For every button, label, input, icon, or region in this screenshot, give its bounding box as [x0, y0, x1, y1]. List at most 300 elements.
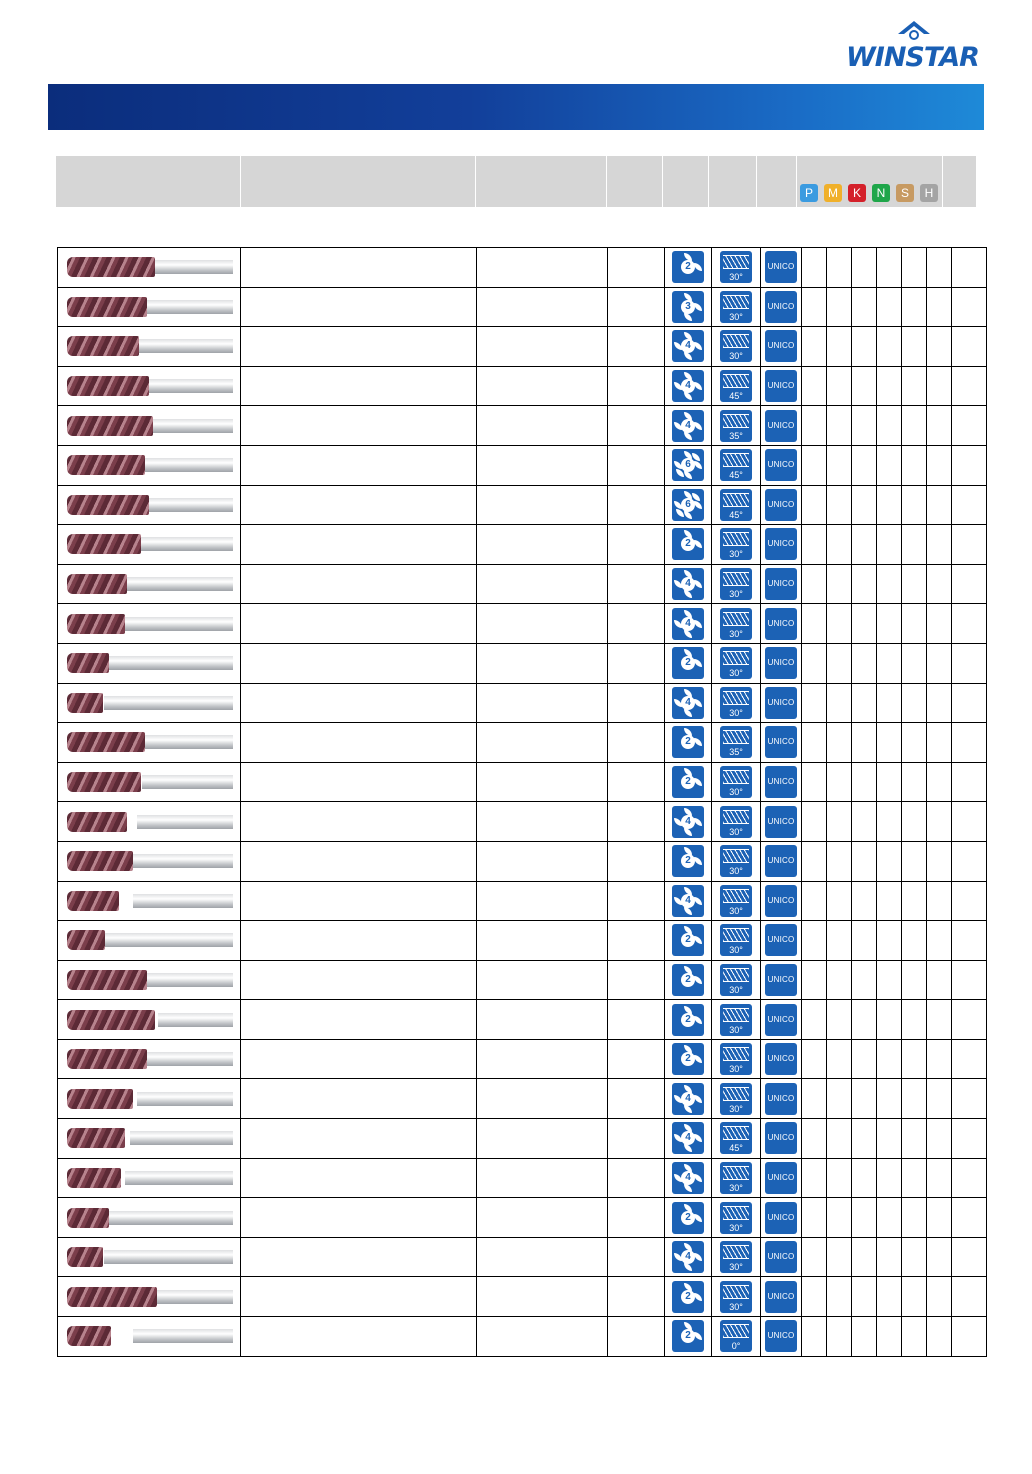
- tool-shank: [142, 379, 233, 393]
- helix-cell: [712, 1079, 761, 1119]
- flute-blade-shape: [684, 828, 692, 836]
- flute-cell: [665, 960, 712, 1000]
- tool-image-cell: [58, 406, 241, 446]
- helix-angle-value: 30°: [729, 589, 743, 600]
- flute-blade-shape: [694, 580, 702, 588]
- tool-shank: [133, 537, 233, 551]
- empty-cell: [477, 683, 608, 723]
- flute-count: 4: [681, 1092, 695, 1106]
- end-mill-image: [67, 811, 233, 833]
- empty-cell: [802, 1079, 827, 1119]
- helix-lines-icon: [723, 493, 749, 507]
- tool-image-cell: [58, 1119, 241, 1159]
- empty-cell: [477, 1079, 608, 1119]
- empty-cell: [802, 406, 827, 446]
- tool-flutes: [67, 693, 103, 713]
- flute-count-icon: [672, 410, 704, 442]
- helix-cell: [712, 881, 761, 921]
- empty-cell: [852, 1317, 877, 1357]
- tool-shank: [104, 933, 233, 947]
- empty-cell: [902, 1158, 927, 1198]
- end-mill-image: [67, 890, 233, 912]
- helix-lines-icon: [723, 889, 749, 903]
- empty-cell: [902, 1000, 927, 1040]
- empty-cell: [802, 1039, 827, 1079]
- empty-cell: [927, 1039, 952, 1079]
- empty-cell: [802, 1237, 827, 1277]
- empty-cell: [827, 445, 852, 485]
- coating-cell: [761, 723, 802, 763]
- end-mill-image: [67, 850, 233, 872]
- helix-angle-value: 30°: [729, 787, 743, 798]
- tool-flutes: [67, 297, 147, 317]
- tool-flutes: [67, 1089, 133, 1109]
- empty-cell: [241, 723, 477, 763]
- empty-cell: [952, 445, 987, 485]
- flute-cell: [665, 1039, 712, 1079]
- tool-image-cell: [58, 802, 241, 842]
- empty-cell: [608, 525, 665, 565]
- empty-cell: [902, 485, 927, 525]
- winstar-logo: [846, 20, 988, 72]
- end-mill-image: [67, 731, 233, 753]
- coating-badge: UNICO: [765, 1281, 797, 1313]
- empty-cell: [241, 366, 477, 406]
- coating-badge: UNICO: [765, 964, 797, 996]
- empty-cell: [802, 762, 827, 802]
- helix-lines-icon: [723, 1245, 749, 1259]
- helix-lines-icon: [723, 770, 749, 784]
- tool-image-cell: [58, 485, 241, 525]
- empty-cell: [952, 1000, 987, 1040]
- empty-cell: [827, 406, 852, 446]
- tool-shank: [117, 617, 233, 631]
- empty-cell: [827, 485, 852, 525]
- empty-cell: [608, 1158, 665, 1198]
- coating-cell: [761, 564, 802, 604]
- end-mill-image: [67, 692, 233, 714]
- empty-cell: [927, 841, 952, 881]
- helix-angle-value: 30°: [729, 905, 743, 916]
- empty-cell: [802, 1317, 827, 1357]
- tool-shank: [142, 775, 233, 789]
- coating-cell: [761, 406, 802, 446]
- flute-cell: [665, 1277, 712, 1317]
- end-mill-image: [67, 771, 233, 793]
- empty-cell: [902, 604, 927, 644]
- flute-count-icon: [672, 568, 704, 600]
- flute-count-icon: [672, 528, 704, 560]
- empty-cell: [877, 921, 902, 961]
- tool-image-cell: [58, 881, 241, 921]
- empty-cell: [927, 683, 952, 723]
- empty-cell: [927, 1198, 952, 1238]
- tool-shank: [142, 498, 233, 512]
- helix-lines-icon: [723, 1285, 749, 1299]
- empty-cell: [877, 445, 902, 485]
- helix-angle-value: 45°: [729, 1143, 743, 1154]
- tool-shank: [137, 815, 233, 829]
- table-row: [58, 1277, 987, 1317]
- empty-cell: [877, 1237, 902, 1277]
- empty-cell: [241, 841, 477, 881]
- product-table: [57, 247, 987, 1357]
- empty-cell: [241, 525, 477, 565]
- tool-flutes: [67, 1247, 103, 1267]
- flute-count: 4: [681, 1171, 695, 1185]
- iso-badge-p: P: [800, 184, 818, 202]
- flute-blade-shape: [684, 432, 692, 440]
- helix-angle-value: 30°: [729, 826, 743, 837]
- coating-badge: UNICO: [765, 568, 797, 600]
- helix-lines-icon: [723, 691, 749, 705]
- brand-name: WINSTAR: [846, 42, 979, 73]
- flute-blade-shape: [684, 471, 692, 479]
- empty-cell: [608, 564, 665, 604]
- flute-cell: [665, 1237, 712, 1277]
- flute-blade-shape: [694, 738, 702, 746]
- tool-flutes: [67, 1168, 121, 1188]
- flute-blade-shape: [684, 590, 692, 598]
- empty-cell: [927, 248, 952, 288]
- empty-cell: [852, 287, 877, 327]
- end-mill-image: [67, 1127, 233, 1149]
- coating-badge: UNICO: [765, 726, 797, 758]
- coating-cell: [761, 802, 802, 842]
- table-row: [58, 683, 987, 723]
- empty-cell: [952, 406, 987, 446]
- coating-cell: [761, 881, 802, 921]
- empty-cell: [927, 525, 952, 565]
- empty-cell: [927, 485, 952, 525]
- empty-cell: [927, 366, 952, 406]
- empty-cell: [852, 723, 877, 763]
- empty-cell: [902, 406, 927, 446]
- flute-blade-shape: [684, 1184, 692, 1192]
- empty-cell: [608, 445, 665, 485]
- empty-cell: [952, 1237, 987, 1277]
- table-row: [58, 1158, 987, 1198]
- empty-cell: [827, 1079, 852, 1119]
- flute-count-icon: [672, 1281, 704, 1313]
- table-row: [58, 881, 987, 921]
- flute-cell: [665, 841, 712, 881]
- tool-shank: [133, 894, 233, 908]
- flute-cell: [665, 604, 712, 644]
- empty-cell: [827, 762, 852, 802]
- empty-cell: [241, 802, 477, 842]
- flute-count-icon: [672, 924, 704, 956]
- empty-cell: [852, 406, 877, 446]
- empty-cell: [827, 802, 852, 842]
- coating-badge: UNICO: [765, 489, 797, 521]
- tool-shank: [133, 339, 233, 353]
- flute-count: 6: [681, 458, 695, 472]
- tool-image-cell: [58, 366, 241, 406]
- empty-cell: [241, 287, 477, 327]
- helix-cell: [712, 1237, 761, 1277]
- flute-cell: [665, 287, 712, 327]
- coating-cell: [761, 643, 802, 683]
- flute-cell: [665, 683, 712, 723]
- helix-angle-icon: [720, 1320, 752, 1352]
- empty-cell: [477, 1198, 608, 1238]
- flute-count-icon: [672, 1241, 704, 1273]
- empty-cell: [477, 525, 608, 565]
- helix-angle-value: 30°: [729, 668, 743, 679]
- helix-lines-icon: [723, 1047, 749, 1061]
- empty-cell: [827, 643, 852, 683]
- empty-cell: [241, 762, 477, 802]
- helix-angle-value: 30°: [729, 272, 743, 283]
- coating-badge: UNICO: [765, 410, 797, 442]
- helix-cell: [712, 248, 761, 288]
- flute-blade-shape: [694, 659, 702, 667]
- empty-cell: [827, 881, 852, 921]
- helix-cell: [712, 723, 761, 763]
- table-row: [58, 960, 987, 1000]
- empty-cell: [241, 1237, 477, 1277]
- empty-cell: [877, 1158, 902, 1198]
- flute-blade-shape: [694, 857, 702, 865]
- flute-count: 4: [681, 379, 695, 393]
- empty-cell: [927, 1317, 952, 1357]
- flute-blade-shape: [694, 263, 702, 271]
- empty-cell: [877, 366, 902, 406]
- helix-angle-icon: [720, 251, 752, 283]
- empty-cell: [952, 248, 987, 288]
- empty-cell: [952, 1079, 987, 1119]
- flute-cell: [665, 762, 712, 802]
- coating-cell: [761, 1277, 802, 1317]
- flute-cell: [665, 643, 712, 683]
- tool-shank: [133, 973, 233, 987]
- coating-cell: [761, 1000, 802, 1040]
- table-row: [58, 287, 987, 327]
- helix-lines-icon: [723, 849, 749, 863]
- flute-count-icon: [672, 291, 704, 323]
- helix-angle-icon: [720, 1241, 752, 1273]
- flute-blade-shape: [694, 778, 702, 786]
- coating-cell: [761, 1119, 802, 1159]
- end-mill-image: [67, 1246, 233, 1268]
- tool-flutes: [67, 495, 149, 515]
- tool-shank: [133, 854, 233, 868]
- helix-angle-icon: [720, 1122, 752, 1154]
- flute-count-icon: [672, 1122, 704, 1154]
- empty-cell: [241, 1277, 477, 1317]
- flute-cell: [665, 445, 712, 485]
- empty-cell: [952, 723, 987, 763]
- flute-blade-shape: [694, 461, 702, 469]
- helix-angle-value: 45°: [729, 509, 743, 520]
- empty-cell: [241, 921, 477, 961]
- coating-cell: [761, 1237, 802, 1277]
- coating-badge: UNICO: [765, 1004, 797, 1036]
- helix-lines-icon: [723, 810, 749, 824]
- empty-cell: [927, 762, 952, 802]
- coating-badge: UNICO: [765, 687, 797, 719]
- tool-flutes: [67, 257, 155, 277]
- empty-cell: [241, 1000, 477, 1040]
- empty-cell: [477, 1158, 608, 1198]
- helix-lines-icon: [723, 1087, 749, 1101]
- empty-cell: [852, 1158, 877, 1198]
- flute-count-icon: [672, 1004, 704, 1036]
- flute-count: 2: [681, 537, 695, 551]
- empty-cell: [927, 1079, 952, 1119]
- flute-blade-shape: [694, 342, 702, 350]
- helix-angle-value: 30°: [729, 984, 743, 995]
- tool-image-cell: [58, 1039, 241, 1079]
- tool-image-cell: [58, 564, 241, 604]
- empty-cell: [877, 1000, 902, 1040]
- empty-cell: [877, 564, 902, 604]
- coating-cell: [761, 604, 802, 644]
- flute-cell: [665, 525, 712, 565]
- helix-angle-icon: [720, 608, 752, 640]
- empty-cell: [241, 1317, 477, 1357]
- table-row: [58, 1237, 987, 1277]
- table-row: [58, 802, 987, 842]
- helix-cell: [712, 485, 761, 525]
- tool-flutes: [67, 1128, 125, 1148]
- empty-cell: [952, 841, 987, 881]
- table-row: [58, 445, 987, 485]
- helix-angle-value: 35°: [729, 430, 743, 441]
- flute-count-icon: [672, 251, 704, 283]
- empty-cell: [827, 723, 852, 763]
- flute-cell: [665, 248, 712, 288]
- tool-flutes: [67, 732, 145, 752]
- coating-cell: [761, 366, 802, 406]
- header-col-page: [606, 156, 663, 207]
- flute-count-icon: [672, 608, 704, 640]
- empty-cell: [952, 1198, 987, 1238]
- tool-flutes: [67, 891, 119, 911]
- empty-cell: [952, 485, 987, 525]
- tool-flutes: [67, 534, 141, 554]
- end-mill-image: [67, 1325, 233, 1347]
- coating-badge: UNICO: [765, 647, 797, 679]
- tool-flutes: [67, 1049, 147, 1069]
- table-row: [58, 921, 987, 961]
- coating-badge: UNICO: [765, 291, 797, 323]
- flute-count: 4: [681, 339, 695, 353]
- helix-angle-value: 0°: [731, 1341, 741, 1352]
- tool-shank: [125, 1171, 233, 1185]
- helix-angle-icon: [720, 845, 752, 877]
- header-col-coating: [756, 156, 797, 207]
- empty-cell: [877, 604, 902, 644]
- flute-count: 3: [681, 300, 695, 314]
- flute-count: 4: [681, 577, 695, 591]
- flute-count: 4: [681, 617, 695, 631]
- helix-lines-icon: [723, 1008, 749, 1022]
- helix-angle-value: 30°: [729, 311, 743, 322]
- end-mill-image: [67, 454, 233, 476]
- empty-cell: [477, 762, 608, 802]
- flute-count-icon: [672, 687, 704, 719]
- flute-blade-shape: [694, 1134, 702, 1142]
- flute-count: 2: [681, 1211, 695, 1225]
- empty-cell: [477, 564, 608, 604]
- end-mill-image: [67, 375, 233, 397]
- empty-cell: [902, 248, 927, 288]
- end-mill-image: [67, 256, 233, 278]
- tool-flutes: [67, 1287, 157, 1307]
- empty-cell: [802, 366, 827, 406]
- empty-cell: [477, 841, 608, 881]
- tool-flutes: [67, 851, 133, 871]
- flute-cell: [665, 327, 712, 367]
- empty-cell: [877, 406, 902, 446]
- helix-cell: [712, 762, 761, 802]
- tool-shank: [142, 419, 233, 433]
- empty-cell: [802, 960, 827, 1000]
- empty-cell: [902, 366, 927, 406]
- tool-shank: [108, 656, 233, 670]
- empty-cell: [608, 248, 665, 288]
- empty-cell: [877, 248, 902, 288]
- tool-image-cell: [58, 1277, 241, 1317]
- tool-shank: [142, 260, 233, 274]
- flute-count: 4: [681, 419, 695, 433]
- flute-blade-shape: [694, 936, 702, 944]
- empty-cell: [877, 723, 902, 763]
- iso-badge-n: N: [872, 184, 890, 202]
- helix-angle-value: 30°: [729, 1222, 743, 1233]
- empty-cell: [902, 1277, 927, 1317]
- end-mill-image: [67, 494, 233, 516]
- tool-image-cell: [58, 604, 241, 644]
- coating-cell: [761, 445, 802, 485]
- tool-shank: [142, 1052, 233, 1066]
- empty-cell: [927, 445, 952, 485]
- helix-angle-icon: [720, 885, 752, 917]
- tool-flutes: [67, 1208, 109, 1228]
- flute-blade-shape: [694, 1055, 702, 1063]
- empty-cell: [477, 445, 608, 485]
- table-row: [58, 525, 987, 565]
- helix-cell: [712, 1277, 761, 1317]
- table-row: [58, 841, 987, 881]
- empty-cell: [902, 1317, 927, 1357]
- coating-cell: [761, 525, 802, 565]
- tool-image-cell: [58, 1000, 241, 1040]
- empty-cell: [802, 564, 827, 604]
- empty-cell: [927, 802, 952, 842]
- helix-angle-value: 45°: [729, 391, 743, 402]
- empty-cell: [952, 1277, 987, 1317]
- tool-flutes: [67, 416, 153, 436]
- empty-cell: [852, 1237, 877, 1277]
- empty-cell: [802, 723, 827, 763]
- helix-cell: [712, 1198, 761, 1238]
- flute-count: 2: [681, 1013, 695, 1027]
- empty-cell: [477, 1119, 608, 1159]
- empty-cell: [902, 762, 927, 802]
- helix-angle-icon: [720, 1281, 752, 1313]
- coating-badge: UNICO: [765, 845, 797, 877]
- coating-badge: UNICO: [765, 370, 797, 402]
- empty-cell: [927, 921, 952, 961]
- tool-shank: [133, 300, 233, 314]
- empty-cell: [902, 921, 927, 961]
- empty-cell: [827, 604, 852, 644]
- empty-cell: [477, 406, 608, 446]
- empty-cell: [477, 1039, 608, 1079]
